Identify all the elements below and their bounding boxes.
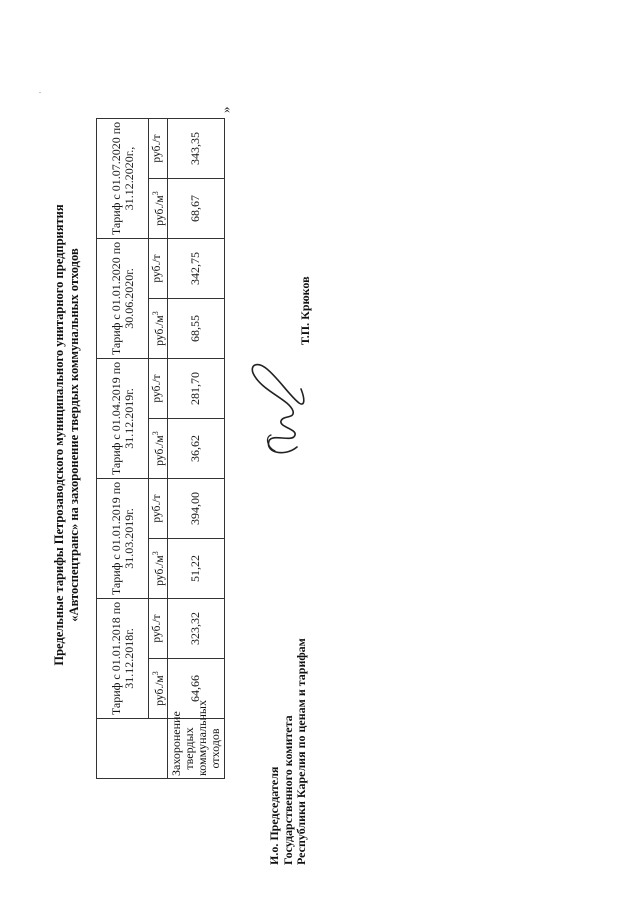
unit-t: руб./т [149,359,168,419]
period-header: Тариф с 01.01.2020 по 30.06.2020г. [97,239,149,359]
unit-t: руб./т [149,119,168,179]
value-cell: 36,62 [167,419,224,479]
period-header: Тариф с 01.01.2019 по 31.03.2019г. [97,479,149,599]
unit-t: руб./т [149,599,168,659]
unit-m3: $руб./м^3$ [149,419,168,479]
corner-cell [97,719,168,779]
service-name: Захоронение твердых коммунальных отходов [167,719,224,779]
tariff-table [96,118,225,779]
period-header: Тариф с 01.01.2018 по 31.12.2018г. [97,599,149,719]
value-cell: 323,32 [167,599,224,659]
value-cell: 64,66 [167,659,224,719]
signatory-name: Т.П. Крюков [298,276,312,345]
value-cell: 394,00 [167,479,224,539]
value-cell: 68,55 [167,299,224,359]
unit-t: руб./т [149,479,168,539]
unit-m3: $руб./м^3$ [149,539,168,599]
period-header: Тариф с 01.04.2019 по 31.12.2019г. [97,359,149,479]
value-cell: 51,22 [167,539,224,599]
closing-quote: » [218,106,233,113]
unit-t: руб./т [149,239,168,299]
value-cell: 342,75 [167,239,224,299]
value-cell: 343,35 [167,119,224,179]
document-page: · Предельные тарифы Петрозаводского муниципального унитарного предприятия «Автоспецтранс» на захоронение твердых коммунальных отходов Тариф с 01.01.2018 по 31.12.2018г. Тариф с 01.01.2019 по 31.03.2019г. Тариф с 01.04.2019 по 31.12.2019г. Тариф с 01.01.2020 по 30.06.2020г. Тариф с 01.07.2020 по 31.12.2020г., $руб./м^3$ руб./т $руб./м^3$ руб./т $руб./м^3$ руб./т $руб./м^3$ руб./т $руб./м^3$ руб./т Захоронение твердых коммунальных отходов 64,66 323,32 51,22 394,00 36,62 281,70 68,55 342,75 68,67 343,35 » И.о. Председателя Государственного комитета Республики Карелия по ценам и тарифам Т.П. Крюков [0,0,640,905]
period-header: Тариф с 01.07.2020 по 31.12.2020г., [97,119,149,239]
signatory-position: И.о. Председателя Государственного комитета Республики Карелия по ценам и тарифам [267,638,308,865]
value-cell: 281,70 [167,359,224,419]
document-title: Предельные тарифы Петрозаводского муниципального унитарного предприятия «Автоспецтранс» на захоронение твердых коммунальных отходов [52,204,81,666]
handwritten-signature [245,355,315,465]
value-cell: 68,67 [167,179,224,239]
unit-m3: $руб./м^3$ [149,659,168,719]
unit-m3: $руб./м^3$ [149,299,168,359]
unit-m3: $руб./м^3$ [149,179,168,239]
